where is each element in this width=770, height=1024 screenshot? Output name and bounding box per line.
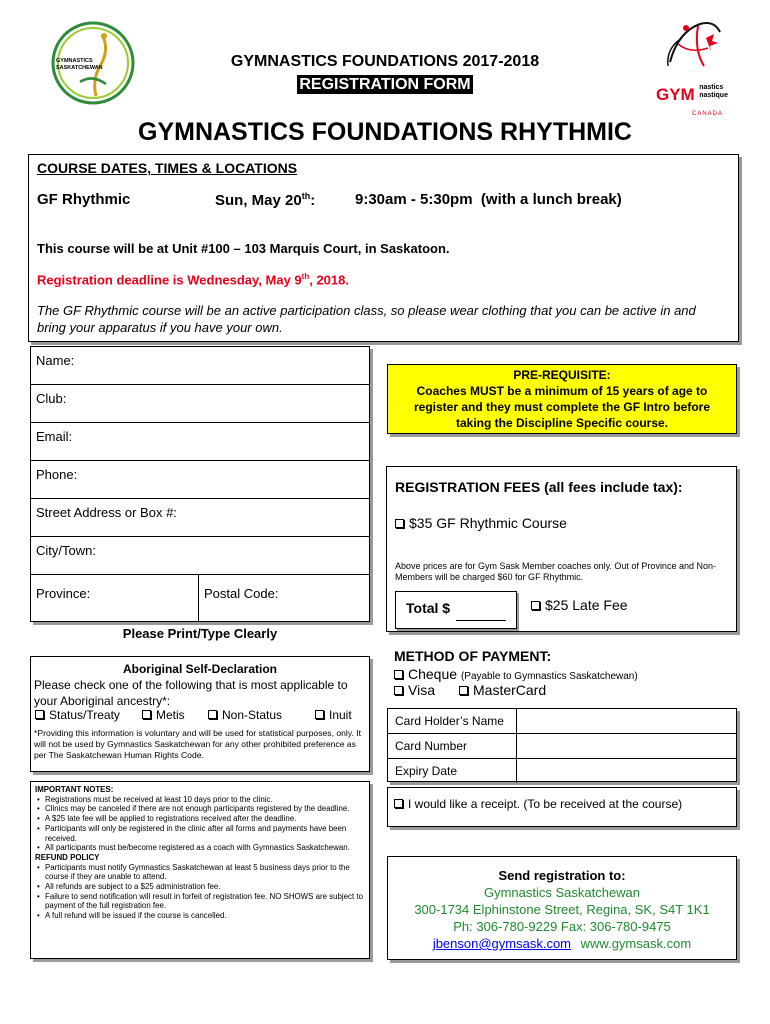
logo-canada-text: CANADA <box>692 111 724 117</box>
name-label: Name: <box>36 353 75 368</box>
checkbox-icon[interactable] <box>315 710 324 719</box>
page-title: GYMNASTICS FOUNDATIONS RHYTHMIC <box>138 118 632 146</box>
payment-option-visa[interactable]: Visa <box>394 682 435 698</box>
list-item: • A $25 late fee will be applied to registrations received after the deadline. <box>45 814 365 824</box>
club-field[interactable] <box>31 385 369 423</box>
payment-option-cheque[interactable]: Cheque (Payable to Gymnastics Saskatchewan) <box>394 666 638 682</box>
city-field[interactable] <box>31 537 369 575</box>
checkbox-icon[interactable] <box>531 601 540 610</box>
course-time: 9:30am - 5:30pm (with a lunch break) <box>355 191 622 208</box>
aboriginal-option-inuit[interactable]: Inuit <box>315 708 352 722</box>
logo-text-line2: SASKATCHEWAN <box>56 65 103 71</box>
website-link[interactable]: www.gymsask.com <box>580 936 692 951</box>
notes-list <box>35 795 365 853</box>
logo-gym-text: GYM <box>656 85 695 104</box>
logo-nastique-text: nastique <box>699 92 728 99</box>
name-field[interactable] <box>31 347 369 385</box>
receipt-box[interactable] <box>387 787 737 827</box>
course-location: This course will be at Unit #100 – 103 Marquis Court, in Saskatoon. <box>37 241 450 256</box>
refund-list <box>35 863 365 921</box>
club-label: Club: <box>36 391 67 406</box>
email-field[interactable] <box>31 423 369 461</box>
postal-code-field[interactable] <box>199 575 369 621</box>
email-link[interactable]: jbenson@gymsask.com <box>432 936 572 951</box>
card-holder-field[interactable]: Card Holder’s Name <box>388 709 736 734</box>
prerequisite-title: PRE-REQUISITE: <box>513 368 611 382</box>
checkbox-icon[interactable] <box>459 686 468 695</box>
checkbox-icon[interactable] <box>394 670 403 679</box>
personal-info-form <box>30 346 370 622</box>
print-clearly-note: Please Print/Type Clearly <box>122 626 278 641</box>
list-item: • All refunds are subject to a $25 administration fee. <box>45 882 365 892</box>
checkbox-icon[interactable] <box>394 799 403 808</box>
send-address: 300-1734 Elphinstone Street, Regina, SK, S4T 1K1 <box>414 902 710 917</box>
course-note: The GF Rhythmic course will be an active participation class, so please wear clothing that you can be active in and bring your apparatus if you have your own. <box>37 303 696 335</box>
list-item: • Clinics may be canceled if there are not enough participants registered by the deadline. <box>45 804 365 814</box>
checkbox-icon[interactable] <box>142 710 151 719</box>
card-details-box <box>387 708 737 782</box>
aboriginal-footnote: *Providing this information is voluntary and will be used for statistical purposes, only. It will not be used by Gymnastics Saskatchewan for any other prohibited preference as per The Saskatchewan Human Rights Code. <box>34 728 362 760</box>
street-address-label: Street Address or Box #: <box>36 505 177 520</box>
province-field[interactable] <box>31 575 199 621</box>
list-item: • Registrations must be received at least 10 days prior to the clinic. <box>45 795 365 805</box>
send-org: Gymnastics Saskatchewan <box>483 885 641 900</box>
send-registration-box <box>387 856 737 960</box>
phone-label: Phone: <box>36 467 78 482</box>
fees-title: REGISTRATION FEES (all fees include tax): <box>395 479 683 495</box>
notes-title: IMPORTANT NOTES: <box>35 785 114 794</box>
gymnastics-canada-logo <box>648 14 748 124</box>
aboriginal-text: Please check one of the following that is most applicable to your Aboriginal ancestry*: <box>34 678 348 708</box>
email-label: Email: <box>36 429 73 444</box>
fees-note: Above prices are for Gym Sask Member coaches only. Out of Province and Non-Members will be charged $60 for GF Rhythmic. <box>395 561 716 582</box>
registration-deadline: Registration deadline is Wednesday, May 9th, 2018. <box>37 272 349 288</box>
checkbox-icon[interactable] <box>394 686 403 695</box>
course-name: GF Rhythmic <box>37 191 131 208</box>
expiry-date-field[interactable]: Expiry Date <box>388 759 736 783</box>
aboriginal-title: Aboriginal Self-Declaration <box>122 662 278 676</box>
checkbox-icon[interactable] <box>35 710 44 719</box>
phone-field[interactable] <box>31 461 369 499</box>
registration-fees-box <box>386 466 737 632</box>
send-title: Send registration to: <box>498 868 626 883</box>
province-label: Province: <box>36 586 91 601</box>
logo-text-line1: GYMNASTICS <box>56 58 93 64</box>
logo-nastics-text: nastics <box>699 84 724 91</box>
send-phone: Ph: 306-780-9229 Fax: 306-780-9475 <box>453 919 671 934</box>
receipt-label: I would like a receipt. (To be received at the course) <box>408 797 683 811</box>
important-notes-box <box>30 781 370 959</box>
total-field[interactable]: Total $ <box>395 591 517 629</box>
gymnast-figure-icon <box>648 14 748 84</box>
payment-option-mastercard[interactable]: MasterCard <box>459 682 546 698</box>
list-item: • A full refund will be issued if the course is cancelled. <box>45 911 365 921</box>
payment-title: METHOD OF PAYMENT: <box>394 648 552 664</box>
aboriginal-option-metis[interactable]: Metis <box>142 708 185 722</box>
aboriginal-option-non-status[interactable]: Non-Status <box>208 708 282 722</box>
postal-code-label: Postal Code: <box>204 586 279 601</box>
card-number-field[interactable]: Card Number <box>388 734 736 759</box>
fee-option-course[interactable]: $35 GF Rhythmic Course <box>395 515 567 531</box>
list-item: • Participants will only be registered in the clinic after all forms and payments have been received. <box>45 824 365 843</box>
list-item: • Participants must notify Gymnastics Saskatchewan at least 5 business days prior to the course if they are unable to attend. <box>45 863 365 882</box>
list-item: • All participants must be/become registered as a coach with Gymnastics Saskatchewan. <box>45 843 365 853</box>
list-item: • Failure to send notification will result in forfeit of registration fee. NO SHOWS are subject to payment of the full registration fee. <box>45 892 365 911</box>
checkbox-icon[interactable] <box>395 519 404 528</box>
course-heading: COURSE DATES, TIMES & LOCATIONS <box>37 160 298 176</box>
header-subtitle: REGISTRATION FORM <box>299 76 471 93</box>
prerequisite-box <box>387 364 737 434</box>
course-date: Sun, May 20th: <box>215 191 316 209</box>
course-info-box <box>28 154 739 342</box>
fee-option-late[interactable]: $25 Late Fee <box>531 597 628 613</box>
checkbox-icon[interactable] <box>208 710 217 719</box>
street-address-field[interactable] <box>31 499 369 537</box>
header-title: GYMNASTICS FOUNDATIONS 2017-2018 <box>230 53 540 70</box>
prerequisite-text: Coaches MUST be a minimum of 15 years of age to register and they must complete the GF Intro before taking the Discipline Specific course. <box>413 384 711 430</box>
refund-title: REFUND POLICY <box>35 852 100 862</box>
aboriginal-declaration-box <box>30 656 370 772</box>
city-label: City/Town: <box>36 543 96 558</box>
aboriginal-option-status[interactable]: Status/Treaty <box>35 708 120 722</box>
